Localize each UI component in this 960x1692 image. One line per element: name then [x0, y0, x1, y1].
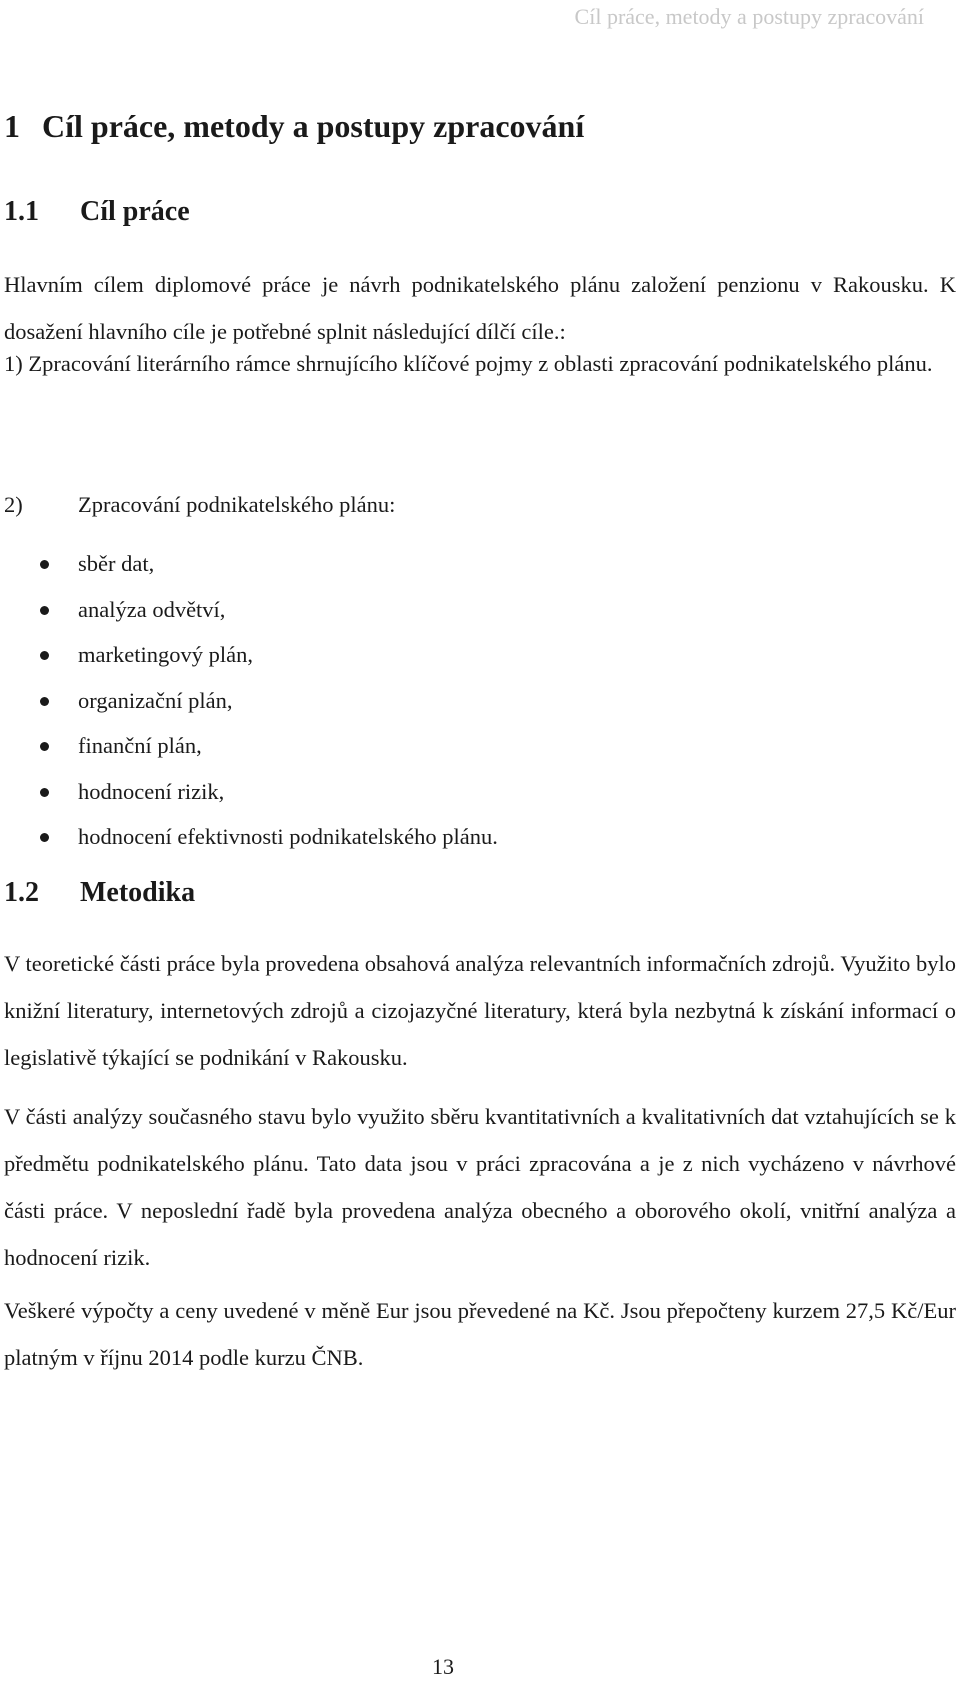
running-header: Cíl práce, metody a postupy zpracování [574, 4, 924, 29]
list-item-text: analýza odvětví, [78, 596, 226, 622]
list-item [0, 774, 498, 820]
bullet-list [0, 546, 498, 865]
list-item-text: finanční plán, [78, 733, 202, 758]
goal-intro-paragraph: Hlavním cílem diplomové práce je návrh podnikatelského plánu založení penzionu v Rakousku. K dosažení hlavního cíle je potřebné splnit následující dílčí cíle.: [4, 272, 956, 344]
section-title: Metodika [80, 877, 196, 908]
bullet-icon [40, 788, 49, 797]
method-paragraph: Veškeré výpočty a ceny uvedené v měně Eur jsou převedené na Kč. Jsou přepočteny kurzem 27,5 Kč/Eur platným v říjnu 2014 podle kurzu ČNB. [4, 1298, 956, 1370]
bullet-icon [40, 560, 49, 569]
bullet-icon [40, 651, 49, 660]
goal-step-1: 1) Zpracování literárního rámce shrnujícího klíčové pojmy z oblasti zpracování podnikatelského plánu. [4, 351, 933, 376]
section-heading-goal [4, 196, 190, 228]
list-item-text: sběr dat, [78, 551, 155, 576]
bullet-icon [40, 742, 49, 751]
step-number: 2) [4, 492, 23, 517]
list-item-text: marketingový plán, [78, 642, 253, 667]
bullet-icon [40, 833, 49, 842]
list-item-text: hodnocení rizik, [78, 778, 225, 804]
step-text: Zpracování podnikatelského plánu: [78, 492, 396, 517]
list-item [0, 592, 498, 638]
section-number: 1.2 [4, 877, 39, 908]
page-number: 13 [432, 1654, 454, 1679]
chapter-heading [4, 108, 584, 145]
section-number: 1.1 [4, 196, 39, 227]
section-title: Cíl práce [80, 196, 190, 227]
list-item [0, 728, 498, 774]
bullet-icon [40, 606, 49, 615]
list-item [0, 683, 498, 729]
chapter-title: Cíl práce, metody a postupy zpracování [42, 108, 585, 144]
goal-step-2 [4, 492, 395, 518]
section-heading-method [4, 877, 195, 909]
list-item-text: organizační plán, [78, 687, 233, 713]
bullet-icon [40, 697, 49, 706]
list-item [0, 546, 498, 592]
list-item [0, 819, 498, 865]
list-item [0, 637, 498, 683]
chapter-number: 1 [4, 108, 20, 144]
method-paragraph: V teoretické části práce byla provedena obsahová analýza relevantních informačních zdrojů. Využito bylo knižní literatury, internetových zdrojů a cizojazyčné literatury, která byla nezbytná k získání informací o legislativě týkající se podnikání v Rakousku. [4, 951, 956, 1070]
method-paragraph: V části analýzy současného stavu bylo využito sběru kvantitativních a kvalitativních dat vztahujících se k předmětu podnikatelského plánu. Tato data jsou v práci zpracována a je z nich vycházeno v návrhové části práce. V neposlední řadě byla provedena analýza obecného a oborového okolí, vnitřní analýza a hodnocení rizik. [4, 1104, 956, 1270]
list-item-text: hodnocení efektivnosti podnikatelského plánu. [78, 824, 498, 849]
